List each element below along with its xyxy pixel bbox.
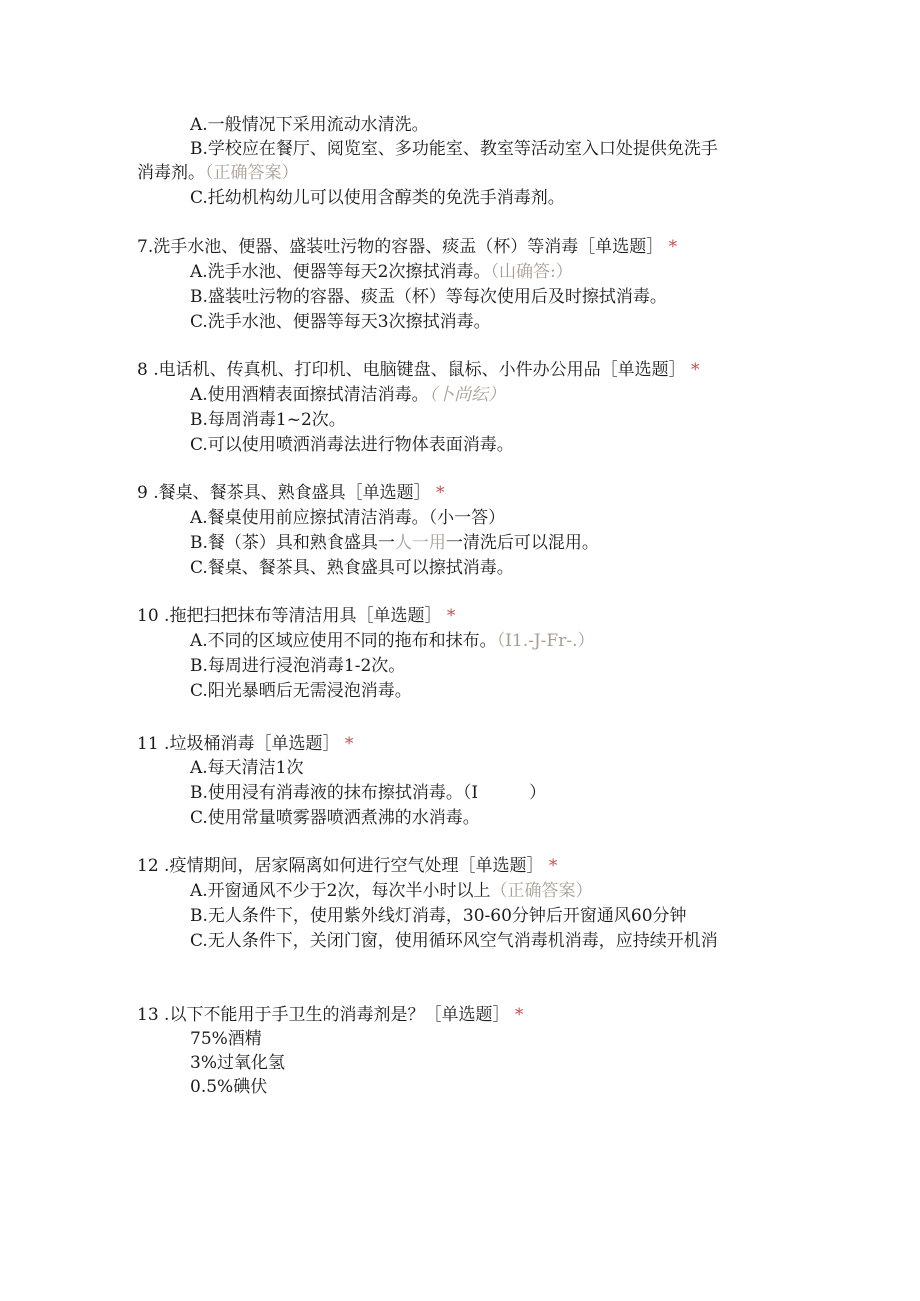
q12-option-a xyxy=(190,879,593,903)
q7-title-text: 7.洗手水池、便器、盛装吐污物的容器、痰盂（杯）等消毒［单选题］ xyxy=(137,237,664,257)
q7-option-b: B.盛装吐污物的容器、痰盂（杯）等每次使用后及时擦拭消毒。 xyxy=(190,287,667,307)
q8-option-b: B.每周消毒1~2次。 xyxy=(190,410,346,430)
q12-option-b: B.无人条件下，使用紫外线灯消毒，30-60分钟后开窗通风60分钟 xyxy=(190,906,687,926)
q10-option-b: B.每周进行浸泡消毒1-2次。 xyxy=(190,656,406,676)
q10-option-a xyxy=(190,629,595,653)
q10-answer-mark: （I1.-J-Fr-.） xyxy=(496,631,595,651)
q6-option-b: B.学校应在餐厅、阅览室、多功能室、教室等活动室入口处提供免洗手 xyxy=(190,139,718,159)
q13-option-2: 3%过氧化氢 xyxy=(190,1053,285,1073)
q9-option-c: C.餐桌、餐茶具、熟食盛具可以擦拭消毒。 xyxy=(190,558,514,578)
q9-option-b-post: 一清洗后可以混用。 xyxy=(445,533,599,553)
q10-required-star: * xyxy=(446,606,456,626)
q8-answer-mark: （卜尚纭） xyxy=(428,385,506,405)
q7-required-star: * xyxy=(668,237,678,257)
q7-option-a-text: A.洗手水池、便器等每天2次擦拭消毒。 xyxy=(190,262,491,282)
q6-answer-mark: （正确答案） xyxy=(205,163,299,183)
q12-answer-mark: （正确答案） xyxy=(490,881,593,901)
q10-option-c: C.阳光暴晒后无需浸泡消毒。 xyxy=(190,681,412,701)
q7-answer-mark: （山确答:） xyxy=(490,262,573,282)
q9-option-b xyxy=(190,531,599,555)
q12-option-c: C.无人条件下，关闭门窗，使用循环风空气消毒机消毒，应持续开机消 xyxy=(190,931,718,951)
q7-option-c: C.洗手水池、便器等每天3次擦拭消毒。 xyxy=(190,312,491,332)
q12-title-text: 12 .疫情期间，居家隔离如何进行空气处理［单选题］ xyxy=(137,856,544,876)
q8-option-a-text: A.使用酒精表面擦拭清洁消毒。 xyxy=(190,385,429,405)
q8-title xyxy=(137,358,700,382)
q6-option-b-text: 消毒剂。 xyxy=(137,163,205,183)
q7-title xyxy=(137,235,677,259)
q10-option-a-text: A.不同的区域应使用不同的拖布和抹布。 xyxy=(190,631,497,651)
q10-title xyxy=(137,604,455,628)
q8-option-c: C.可以使用喷洒消毒法进行物体表面消毒。 xyxy=(190,435,514,455)
q9-title xyxy=(137,481,445,505)
q9-option-a: A.餐桌使用前应擦拭清洁消毒。（小一答） xyxy=(190,508,506,528)
q13-title xyxy=(137,1003,523,1027)
q13-title-text: 13 .以下不能用于手卫生的消毒剂是？［单选题］ xyxy=(137,1005,510,1025)
q6-option-b-continued xyxy=(137,161,299,185)
q11-option-a: A.每天清洁1次 xyxy=(190,758,304,778)
q11-required-star: * xyxy=(344,734,354,754)
q13-option-3: 0.5%碘伏 xyxy=(190,1077,268,1097)
q11-title xyxy=(137,732,353,756)
q6-option-a: A.一般情况下采用流动水清洗。 xyxy=(190,115,429,135)
q10-title-text: 10 .拖把扫把抹布等清洁用具［单选题］ xyxy=(137,606,442,626)
q9-title-text: 9 .餐桌、餐茶具、熟食盛具［单选题］ xyxy=(137,483,431,503)
q12-required-star: * xyxy=(548,856,558,876)
q12-title xyxy=(137,854,557,878)
q11-title-text: 11 .垃圾桶消毒［单选题］ xyxy=(137,734,340,754)
q11-option-b: B.使用浸有消毒液的抹布擦拭消毒。（I ） xyxy=(190,783,547,803)
q13-required-star: * xyxy=(514,1005,524,1025)
q13-option-1: 75%酒精 xyxy=(190,1029,262,1049)
q8-required-star: * xyxy=(691,360,700,380)
q8-option-a xyxy=(190,383,505,407)
q9-answer-mark: 人一用 xyxy=(394,533,446,553)
q11-option-c: C.使用常量喷雾器喷洒煮沸的水消毒。 xyxy=(190,808,480,828)
q9-required-star: * xyxy=(436,483,445,503)
q8-title-text: 8 .电话机、传真机、打印机、电脑键盘、鼠标、小件办公用品［单选题］ xyxy=(137,360,686,380)
q7-option-a xyxy=(190,260,573,284)
q6-option-c: C.托幼机构幼儿可以使用含醇类的免洗手消毒剂。 xyxy=(190,188,565,208)
q12-option-a-text: A.开窗通风不少于2次，每次半小时以上 xyxy=(190,881,491,901)
q9-option-b-pre: B.餐（茶）具和熟食盛具一 xyxy=(190,533,395,553)
